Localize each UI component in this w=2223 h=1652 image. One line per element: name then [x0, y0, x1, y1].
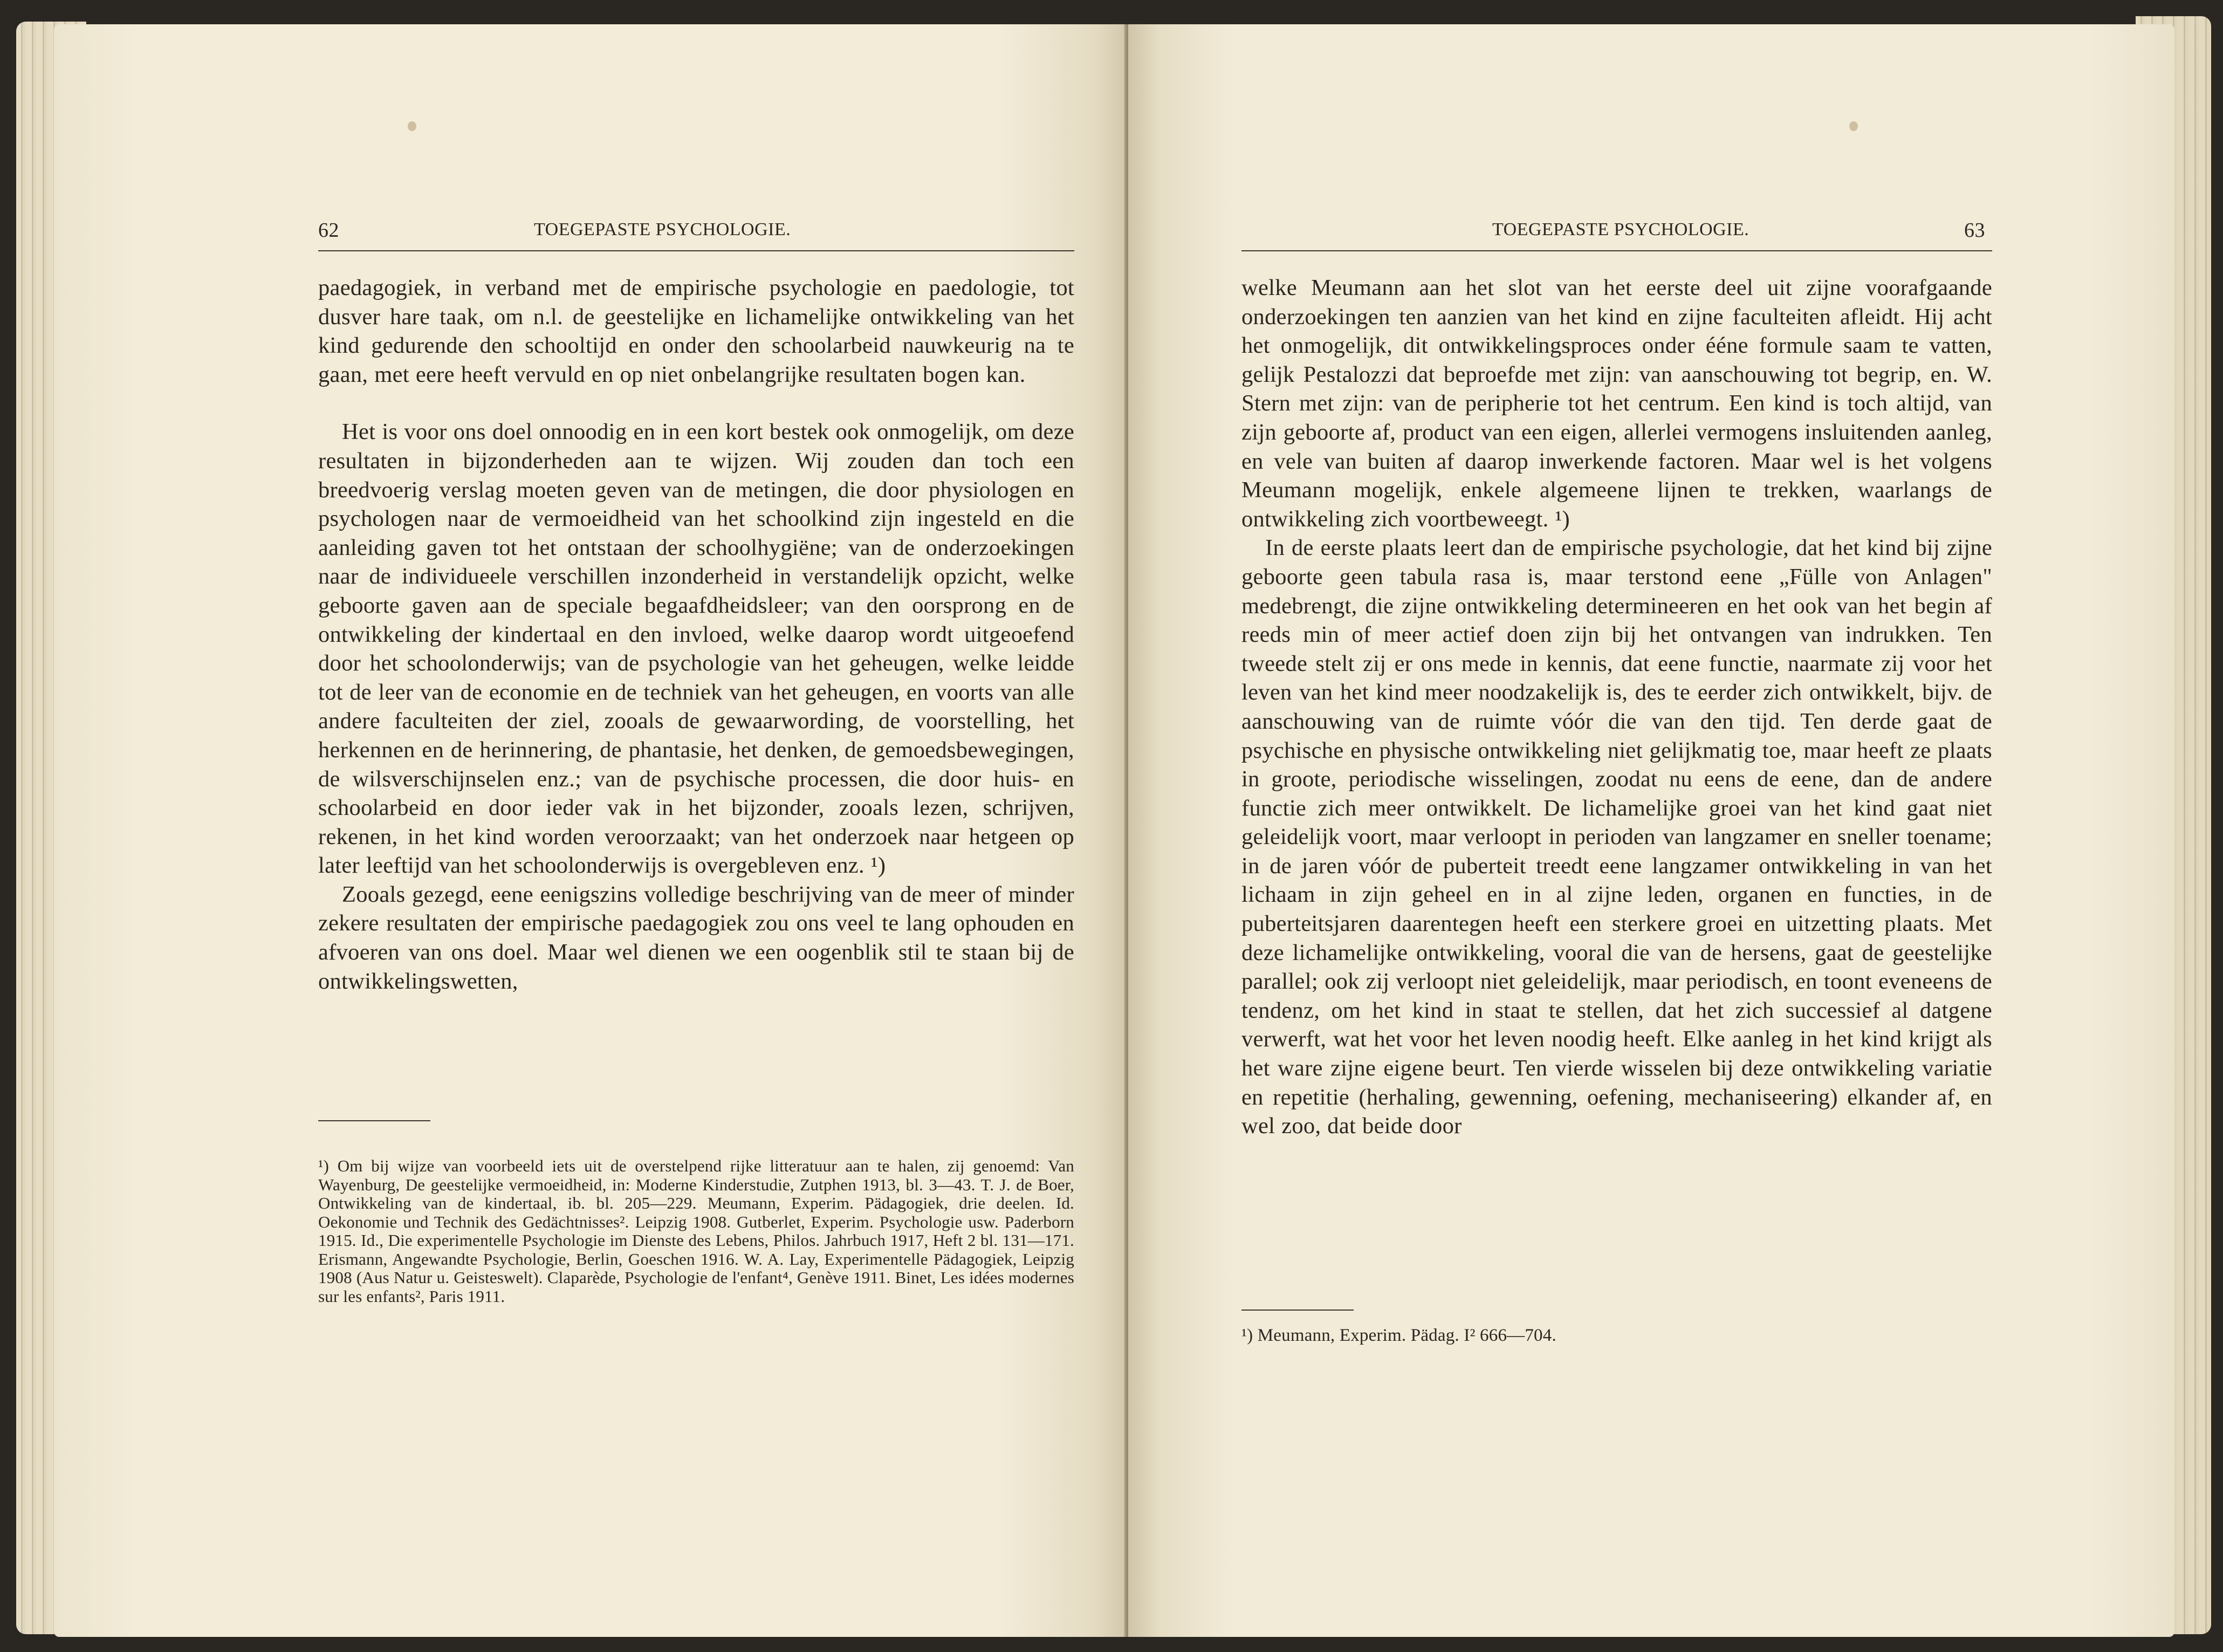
- header-rule: [318, 250, 1074, 251]
- paragraph: In de eerste plaats leert dan de empirische psychologie, dat het kind bij zijne geboorte geen tabula rasa is, maar terstond eene „Fülle von Anlagen" medebrengt, die zijne ontwikkeling determineeren en het ook van het begin af reeds min of meer actief doen zijn bij het ontvangen van indrukken. Ten tweede stelt zij er ons mede in kennis, dat eene functie, naarmate zij voor het leven van het kind meer noodzakelijk is, des te eerder zich ontwikkelt, bijv. de aanschouwing van de ruimte vóór die van den tijd. Ten derde gaat de psychische en physische ontwikkeling niet gelijkmatig toe, maar heeft ze plaats in groote, periodische wisselingen, zoodat nu eens de eene, dan de andere functie zich meer ontwikkelt. De lichamelijke groei van het kind gaat niet geleidelijk voort, maar verloopt in perioden van langzamer en sneller toename; in de jaren vóór de puberteit treedt eene langzamer ontwikkeling in van het lichaam in zijn geheel en in al zijne leden, organen en functies, in de puberteitsjaren daarentegen heeft een sterkere groei en uitzetting plaats. Met deze lichamelijke ontwikkeling, vooral die van de hersens, gaat de geestelijke parallel; ook zij verloopt niet geleidelijk, maar periodisch, en toont eveneens de tendenz, om het kind in staat te stellen, dat het zich successief al datgene verwerft, wat het voor het leven noodig heeft. Elke aanleg in het kind krijgt als het ware zijne eigene beurt. Ten vierde wisselen bij deze ontwikkeling variatie en repetitie (herhaling, gewenning, oefening, mechaniseering) elkander af, en wel zoo, dat beide door: [1241, 535, 1992, 1139]
- footnote-rule: [1241, 1310, 1354, 1311]
- running-head-left: [318, 187, 1073, 246]
- paper-spot: [408, 121, 416, 131]
- paper-spot: [1849, 121, 1858, 131]
- paragraph: paedagogiek, in verband met de empirische psychologie en paedologie, tot dusver hare taak, om n.l. de geestelijke en lichamelijke ontwikkeling van het kind gedurende den schooltijd en onder den schoolarbeid nauwkeurig na te gaan, met eere heeft vervuld en op niet onbelangrijke resultaten bogen kan.: [318, 275, 1074, 387]
- paragraph: Het is voor ons doel onnoodig en in een kort bestek ook onmogelijk, om deze resultaten in bijzonderheden aan te wijzen. Wij zouden dan toch een breedvoerig verslag moeten geven van de metingen, die door physiologen en psychologen naar de vermoeidheid van het schoolkind zijn ingesteld en die aanleiding gaven tot het ontstaan der schoolhygiëne; van de onderzoekingen naar de individueele verschillen inzonderheid in verstandelijk opzicht, welke geboorte gaven aan de speciale begaafdheidsleer; van den oorsprong en de ontwikkeling der kindertaal en den invloed, welke daarop wordt uitgeoefend door het schoolonderwijs; van de psychologie van het geheugen, welke leidde tot de leer van de economie en de techniek van het geheugen, en voorts van alle andere faculteiten der ziel, zooals de gewaarwording, de voorstelling, het herkennen en de herinnering, de phantasie, het denken, de gemoedsbewegingen, de wilsverschijnselen enz.; van de psychische processen, die door huis- en schoolarbeid en door ieder vak in het bijzonder, zooals lezen, schrijven, rekenen, in het kind worden veroorzaakt; van het onderzoek naar hetgeen op later leeftijd van het schoolonderwijs is overgebleven enz. ¹): [318, 419, 1074, 879]
- page-number: 63: [1964, 219, 1985, 242]
- running-title: TOEGEPASTE PSYCHOLOGIE.: [1492, 220, 1749, 239]
- left-page: [54, 24, 1127, 1637]
- left-body-text: [318, 273, 1074, 996]
- left-footnote: ¹) Om bij wijze van voorbeeld iets uit de overstelpend rijke litteratuur aan te halen, zij genoemd: Van Wayenburg, De geestelijke vermoeidheid, in: Moderne Kinderstudie, Zutphen 1913, bl. 3—43. T. J. de Boer, Ontwikkeling van de kindertaal, ib. bl. 205—229. Meumann, Experim. Pädagogiek, drie deelen. Id. Oekonomie und Technik des Gedächtnisses². Leipzig 1908. Gutberlet, Experim. Psychologie usw. Paderborn 1915. Id., Die experimentelle Psychologie im Dienste des Lebens, Philos. Jahrbuch 1917, Heft 2 bl. 131—171. Erismann, Angewandte Psychologie, Berlin, Goeschen 1916. W. A. Lay, Experimentelle Pädagogiek, Leipzig 1908 (Aus Natur u. Geisteswelt). Claparède, Psychologie de l'enfant⁴, Genève 1911. Binet, Les idées modernes sur les enfants², Paris 1911.: [318, 1156, 1074, 1306]
- paragraph: Zooals gezegd, eene eenigszins volledige beschrijving van de meer of minder zekere resultaten der empirische paedagogiek zou ons veel te lang ophouden en afvoeren van ons doel. Maar wel dienen we een oogenblik stil te staan bij de ontwikkelingswetten,: [318, 881, 1074, 994]
- footnote-rule: [318, 1120, 430, 1121]
- right-page: [1128, 24, 2174, 1637]
- paragraph: welke Meumann aan het slot van het eerste deel uit zijne voorafgaande onderzoekingen ten aanzien van het kind en zijne faculteiten afleidt. Hij acht het onmogelijk, dit ontwikkelingsproces onder ééne formule saam te vatten, gelijk Pestalozzi dat beproefde met zijn: van aanschouwing tot begrip, en. W. Stern met zijn: van de peripherie tot het centrum. Een kind is toch altijd, van zijn geboorte af, product van een eigen, allerlei vermogens insluitenden aanleg, en vele van buiten af daarop inwerkende factoren. Maar wel is het volgens Meumann mogelijk, enkele algemeene lijnen te trekken, waarlangs de ontwikkeling zich voortbeweegt. ¹): [1241, 275, 1992, 532]
- right-footnote: ¹) Meumann, Experim. Pädag. I² 666—704.: [1241, 1326, 1556, 1345]
- running-title: TOEGEPASTE PSYCHOLOGIE.: [534, 220, 791, 239]
- header-rule: [1241, 250, 1992, 251]
- page-number: 62: [318, 219, 339, 242]
- running-head-right: [1241, 187, 1996, 246]
- right-body-text: [1241, 273, 1992, 1141]
